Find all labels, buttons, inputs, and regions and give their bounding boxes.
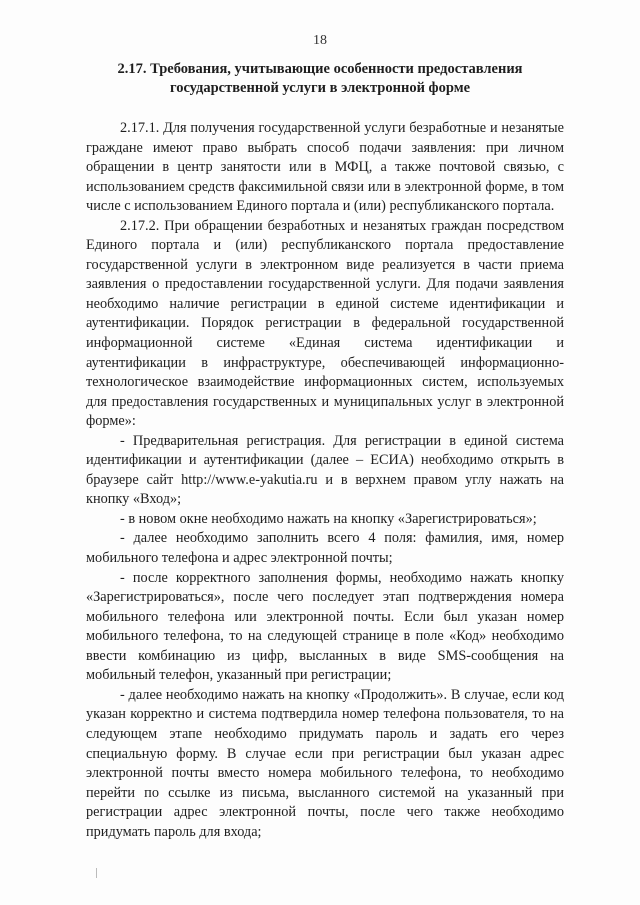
section-heading: 2.17. Требования, учитывающие особенности предоставления государственной услуги в электронной форме [117, 61, 523, 96]
list-item-fill-fields: - далее необходимо заполнить всего 4 поля: фамилия, имя, номер мобильного телефона и адрес электронной почты; [86, 530, 564, 567]
list-item-preliminary-registration: - Предварительная регистрация. Для регистрации в единой система идентификации и аутентификации (далее – ЕСИА) необходимо открыть в браузере сайт http://www.e-yakutia.ru и в верхнем правом углу нажать на кнопку «Вход»; [86, 432, 564, 508]
page-number: 18 [313, 33, 327, 48]
list-item-register-button: - в новом окне необходимо нажать на кнопку «Зарегистрироваться»; [120, 510, 537, 527]
paragraph-2-17-2: 2.17.2. При обращении безработных и незанятых граждан посредством Единого портала и (или) республиканского портала предоставление государственной услуги в электронном виде реализуется в части приема заявления о предоставлении государственной услуги. Для подачи заявления необходимо наличие регистрации в единой системе идентификации и аутентификации. Порядок регистрации в федеральной государственной информационной системе «Единая система идентификации и аутентификации в инфраструктуре, обеспечивающей информационно-технологическое взаимодействие информационных систем, используемых для предоставления государственных и муниципальных услуг в электронной форме»: [86, 217, 564, 430]
scan-mark [96, 868, 97, 878]
list-item-confirmation: - после корректного заполнения формы, необходимо нажать кнопку «Зарегистрироваться», после чего последует этап подтверждения номера мобильного телефона или электронной почты. Если был указан номер мобильного телефона, то на следующей странице в поле «Код» необходимо ввести комбинацию из цифр, высланных в виде SMS-сообщения на мобильный телефон, указанный при регистрации; [86, 569, 564, 684]
list-item-continue: - далее необходимо нажать на кнопку «Продолжить». В случае, если код указан корректно и система подтвердила номер телефона пользователя, то на следующем этапе необходимо придумать пароль и задать его через специальную форму. В случае если при регистрации был указан адрес электронной почты вместо номера мобильного телефона, то необходимо перейти по ссылке из письма, высланного системой на указанный при регистрации адрес электронной почты, после чего также необходимо придумать пароль для входа; [86, 686, 564, 840]
document-body [86, 119, 564, 842]
paragraph-2-17-1: 2.17.1. Для получения государственной услуги безработные и незанятые граждане имеют право выбрать способ подачи заявления: при личном обращении в центр занятости или в МФЦ, а также почтовой связью, с использованием средств факсимильной связи или в электронной форме, в том числе с использованием Единого портала и (или) республиканского портала. [86, 120, 564, 215]
